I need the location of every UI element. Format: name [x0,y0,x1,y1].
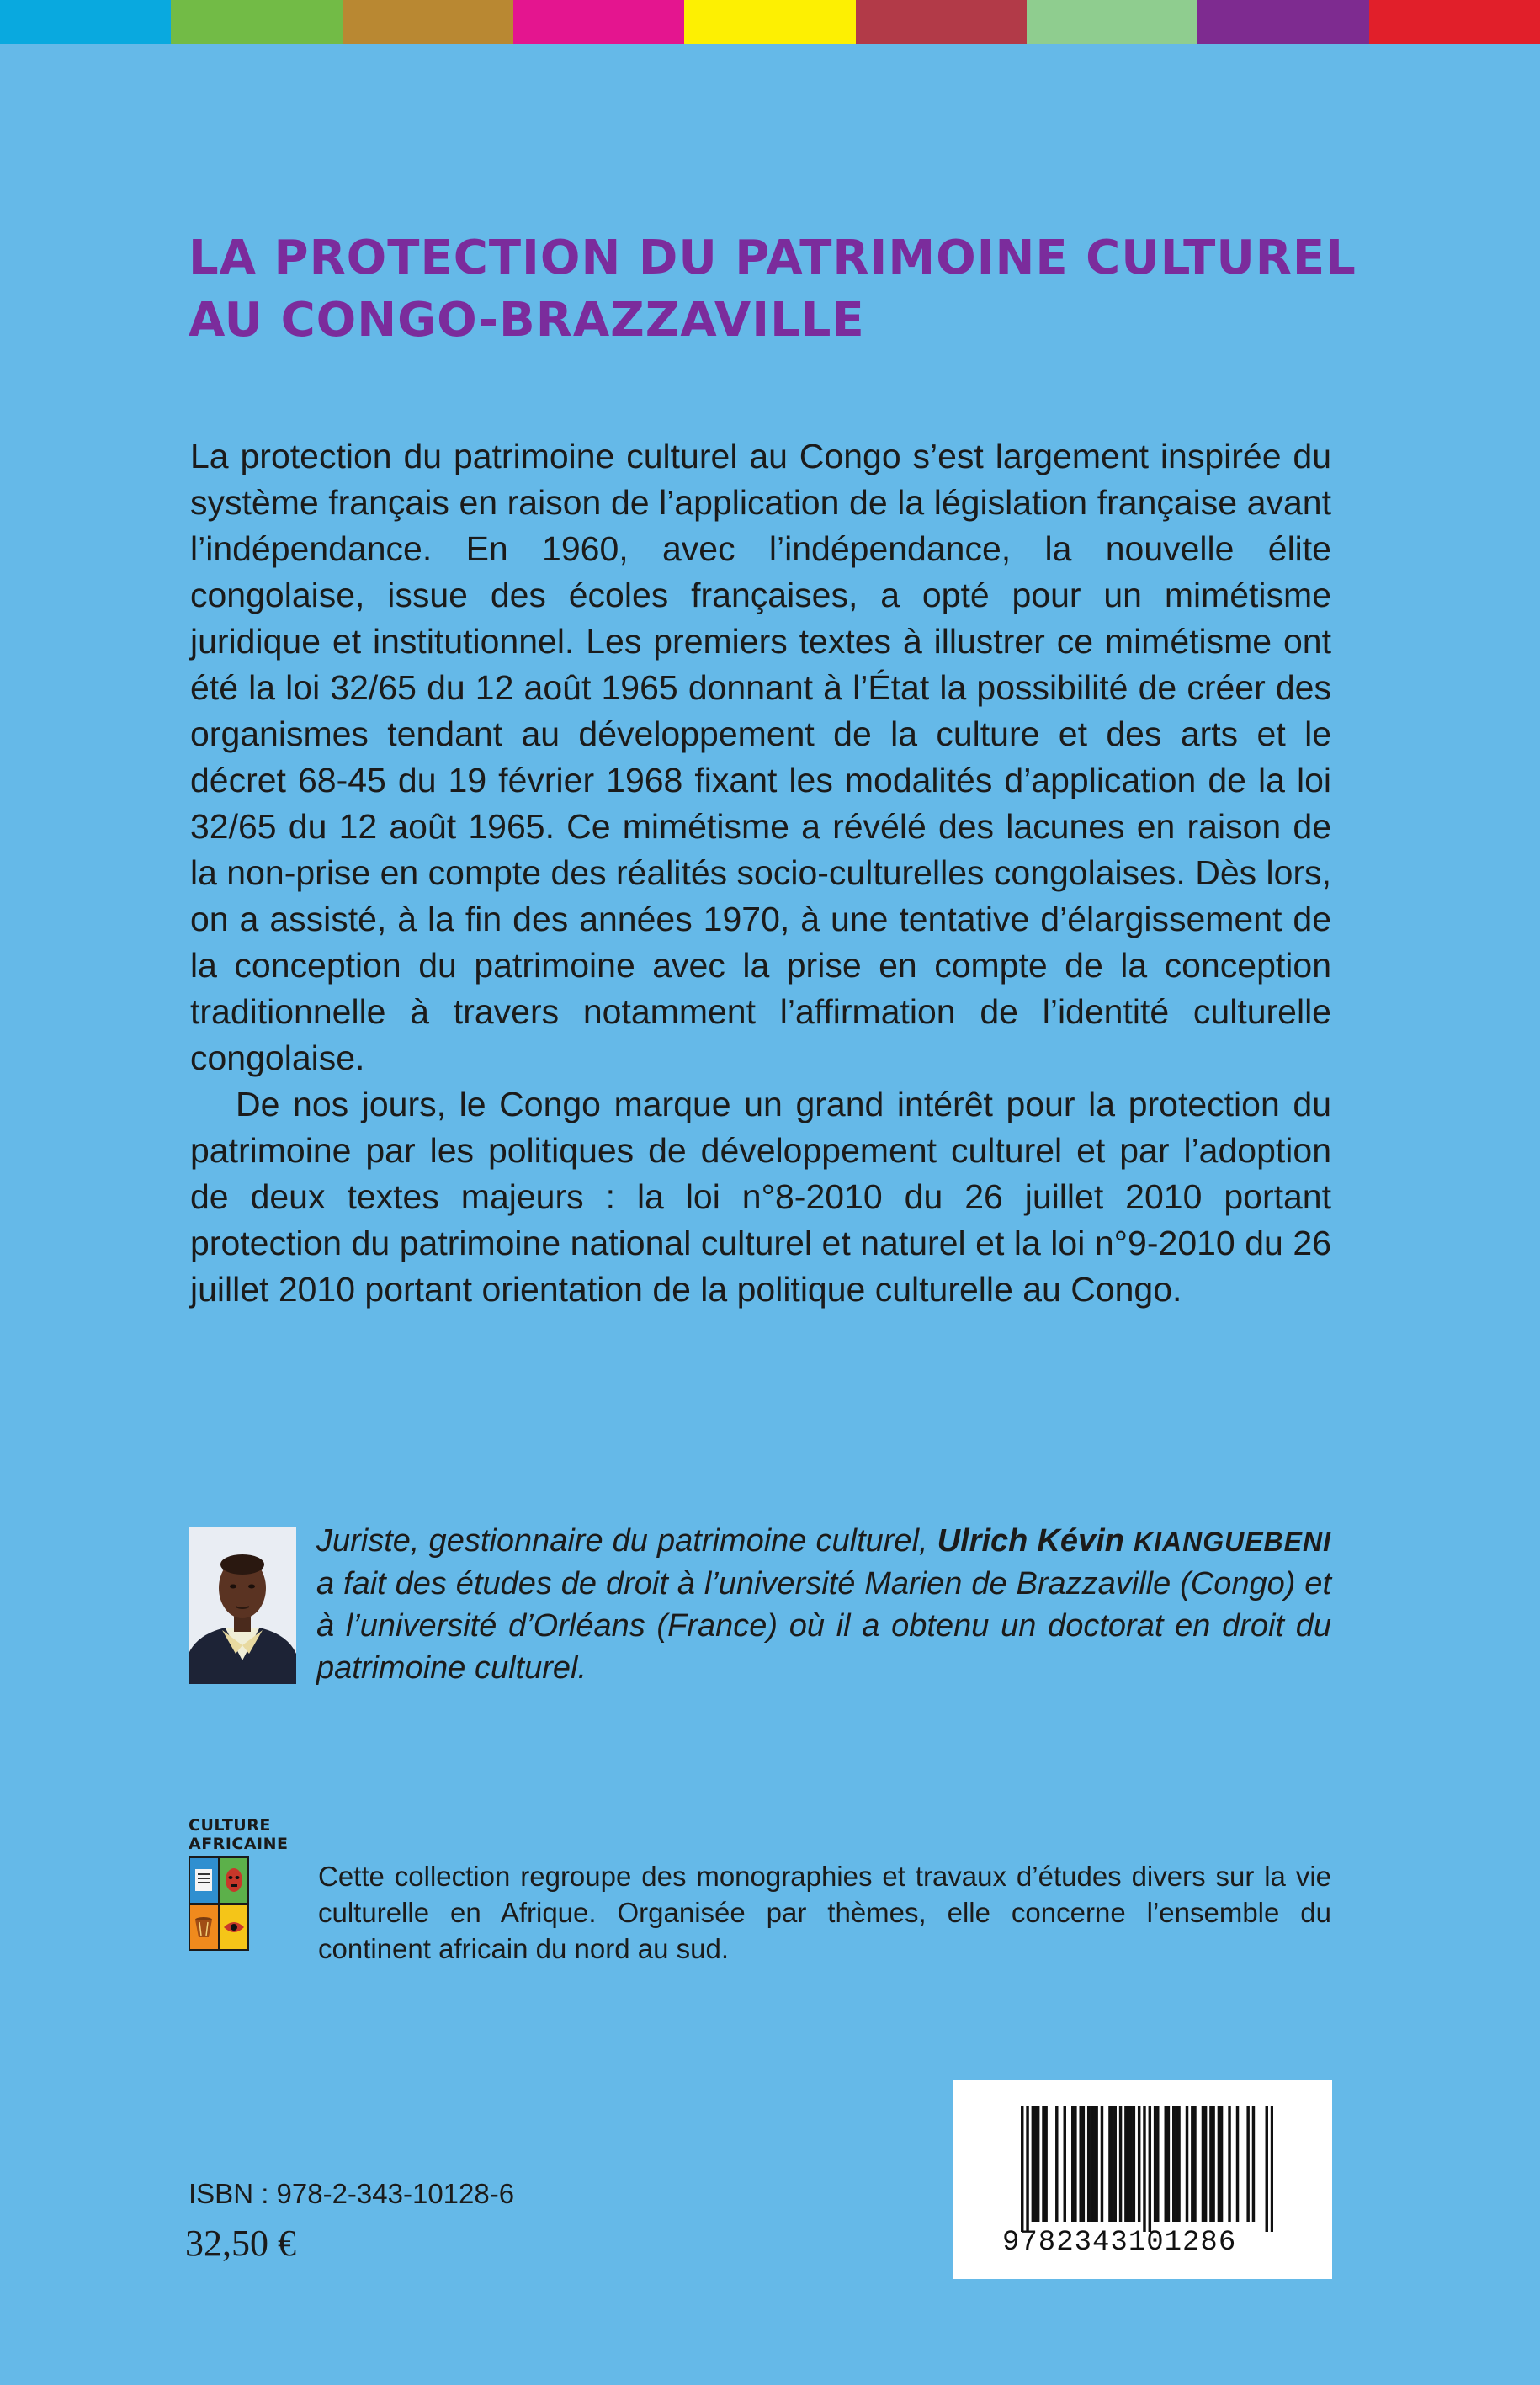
barcode-bar [1071,2106,1074,2222]
barcode-bar [1149,2106,1151,2232]
barcode-bar [1167,2106,1170,2222]
barcode-bar [1175,2106,1177,2222]
barcode-bar [1042,2106,1044,2222]
author-biography [316,1520,1331,1689]
barcode-bar [1186,2106,1188,2222]
summary-paragraph-2: De nos jours, le Congo marque un grand intérêt pour la protection du patrimoine par les politiques de développement culturel et par l’adoption de deux textes majeurs : la loi n°8-2010 du 26 juillet 2010 portant protection du patrimoine national culturel et naturel et la loi n°9-2010 du 26 juillet 2010 portant orientation de la politique culturelle au Congo. [190,1085,1331,1309]
barcode-bar [1090,2106,1092,2222]
price-label: 32,50 € [185,2223,296,2264]
barcode-bar [1191,2106,1193,2222]
collection-logo [189,1816,289,1951]
author-first-names: Ulrich Kévin [937,1523,1134,1559]
barcode-bar [1202,2106,1204,2222]
barcode-digits: 9782343101286 [1002,2227,1237,2259]
barcode-bar [1127,2106,1129,2222]
barcode-bar [1114,2106,1117,2222]
barcode-bar [1021,2106,1023,2232]
barcode-bar [1124,2106,1127,2222]
collection-logo-line-2: AFRICAINE [189,1835,289,1853]
barcode-bars [1021,2106,1273,2232]
barcode-bar [1095,2106,1097,2222]
color-stripe-segment [684,0,855,44]
author-bio-intro: Juriste, gestionnaire du patrimoine culturel, [316,1523,937,1559]
barcode-bar [1037,2106,1039,2222]
barcode-bar [1156,2106,1159,2222]
barcode-bar [1087,2106,1090,2222]
barcode-bar [1111,2106,1113,2222]
barcode-bar [1218,2106,1220,2222]
barcode-bar [1026,2106,1028,2232]
barcode-bar [1082,2106,1085,2222]
author-portrait-image [189,1527,296,1684]
color-stripe-segment [1197,0,1368,44]
barcode-bar [1271,2106,1273,2232]
color-stripe-segment [1027,0,1197,44]
collection-logo-grid [189,1856,249,1951]
barcode-bar [1165,2106,1167,2222]
book-icon [190,1858,218,1903]
collection-logo-line-1: CULTURE [189,1816,271,1835]
isbn-label: ISBN : 978-2-343-10128-6 [189,2178,515,2209]
barcode-bar [1044,2106,1047,2222]
color-stripe-segment [0,0,171,44]
barcode-bar [1101,2106,1103,2222]
color-stripe-segment [856,0,1027,44]
barcode-bar [1220,2106,1223,2222]
color-stripe-segment [343,0,513,44]
barcode-bar [1204,2106,1207,2222]
author-surname-text: KIANGUEBENI [1133,1527,1331,1557]
barcode-bar [1055,2106,1058,2222]
barcode-bar [1154,2106,1156,2222]
barcode-bar [1143,2106,1145,2232]
barcode-bar [1212,2106,1214,2222]
barcode-bar [1236,2106,1239,2222]
barcode-bar [1092,2106,1095,2222]
barcode-bar [1193,2106,1196,2222]
barcode-bar [1133,2106,1135,2222]
color-stripe-segment [1369,0,1540,44]
barcode-bar [1108,2106,1111,2222]
color-stripe-segment [171,0,342,44]
barcode-bar [1228,2106,1230,2222]
barcode-bar [1209,2106,1212,2222]
barcode-bar [1172,2106,1175,2222]
collection-description: Cette collection regroupe des monographies et travaux d’études divers sur la vie culturelle en Afrique. Organisée par thèmes, elle concerne l’ensemble du continent africain du nord au sud. [318,1861,1331,1964]
barcode-bar [1177,2106,1180,2222]
color-stripe-bar [0,0,1540,44]
barcode [953,2080,1332,2279]
barcode-bar [1079,2106,1081,2222]
mask-icon [220,1858,248,1903]
barcode-bar [1074,2106,1076,2222]
drum-icon [190,1905,218,1950]
author-surname [1134,1527,1331,1557]
eye-icon [220,1905,248,1950]
barcode-bar [1252,2106,1255,2222]
author-bio-text: a fait des études de droit à l’université Marien de Brazzaville (Congo) et à l’université d’Orléans (France) où il a obtenu un doctorat en droit du patrimoine culturel. [316,1566,1331,1686]
book-title-line-1: LA PROTECTION DU PATRIMOINE CULTUREL [189,231,1357,285]
barcode-bar [1119,2106,1122,2222]
summary-paragraph-1: La protection du patrimoine culturel au Congo s’est largement inspirée du système français en raison de l’application de la législation française avant l’indépendance. En 1960, avec l’indépendance, la nouvelle élite congolaise, issue des écoles françaises, a opté pour un mimétisme juridique et institutionnel. Les premiers textes à illustrer ce mimétisme ont été la loi 32/65 du 12 août 1965 donnant à l’État la possibilité de créer des organismes tendant au développement de la culture et des arts et le décret 68-45 du 19 février 1968 fixant les modalités d’application de la loi 32/65 du 12 août 1965. Ce mimétisme a révélé des lacunes en raison de la non-prise en compte des réalités socio-culturelles congolaises. Dès lors, on a assisté, à la fin des années 1970, à une tentative d’élargissement de la conception du patrimoine avec la prise en compte de la conception traditionnelle à travers notamment l’affirmation de l’identité culturelle congolaise. [190,437,1331,1077]
barcode-bar [1138,2106,1140,2222]
book-title [189,227,1367,352]
barcode-bar [1266,2106,1268,2232]
color-stripe-segment [513,0,684,44]
barcode-bar [1034,2106,1037,2222]
barcode-bar [1064,2106,1066,2222]
barcode-bar [1246,2106,1249,2222]
author-photo [189,1527,296,1684]
book-title-line-2: AU CONGO-BRAZZAVILLE [189,293,865,348]
barcode-bar [1129,2106,1132,2222]
back-cover-summary [190,433,1331,1313]
barcode-bar [1032,2106,1034,2222]
